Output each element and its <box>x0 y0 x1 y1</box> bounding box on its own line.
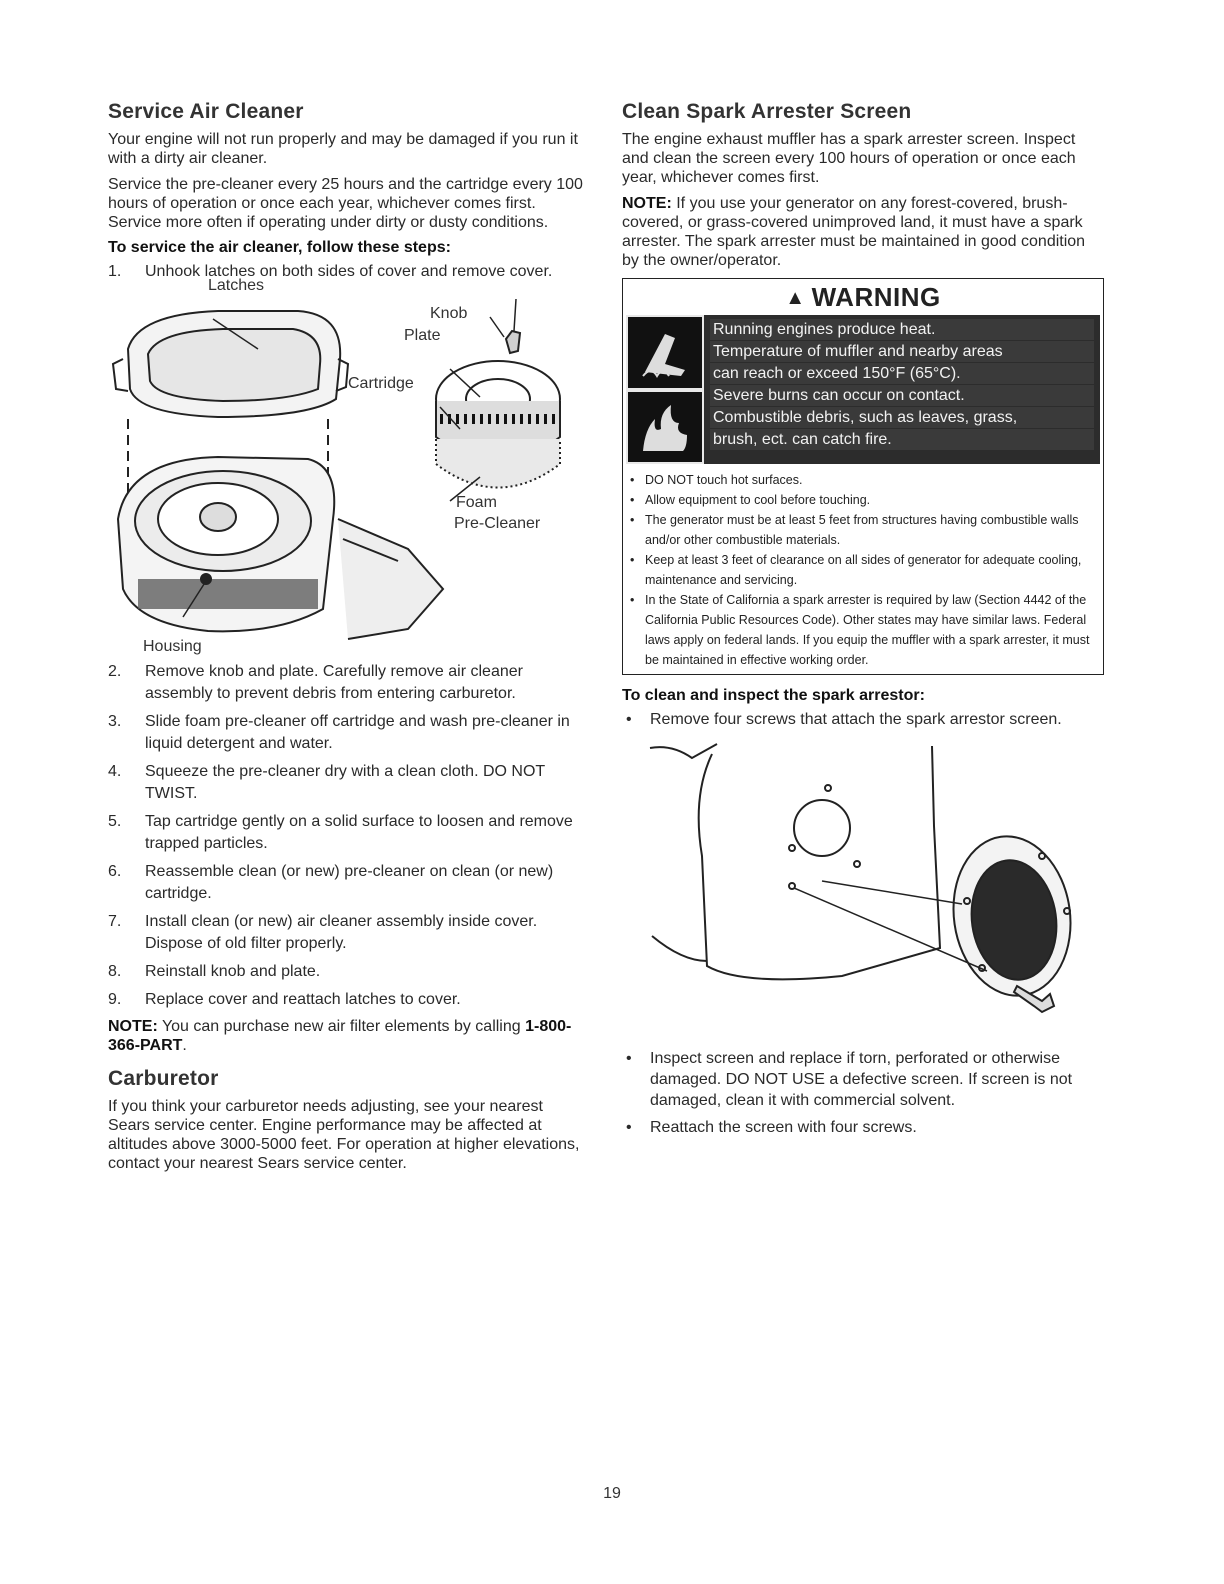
step-number: 9. <box>108 991 122 1008</box>
step-text: Install clean (or new) air cleaner assembly inside cover. Dispose of old filter properly. <box>145 913 538 952</box>
air-cleaner-diagram <box>108 289 584 649</box>
hazard-line: can reach or exceed 150°F (65°C). <box>710 363 1094 384</box>
service-air-cleaner-heading: Service Air Cleaner <box>108 100 304 123</box>
step-text: Unhook latches on both sides of cover and remove cover. <box>145 263 553 280</box>
note-lead: NOTE: <box>108 1018 158 1035</box>
step-text: Reassemble clean (or new) pre-cleaner on clean (or new) cartridge. <box>145 863 554 902</box>
inspect-bullet: • Reattach the screen with four screws. <box>622 1117 1100 1138</box>
step-item <box>108 961 584 983</box>
fire-icon <box>628 392 702 463</box>
air-cleaner-intro: Your engine will not run properly and may be damaged if you run it with a dirty air cleaner. <box>108 131 578 167</box>
air-filter-note <box>108 1017 584 1055</box>
latches-label: Latches <box>208 277 265 294</box>
muffler-body <box>699 746 940 979</box>
step-text: Slide foam pre-cleaner off cartridge and wash pre-cleaner in liquid detergent and water. <box>145 713 570 752</box>
step-item <box>108 989 584 1011</box>
air-cleaner-steps-list <box>108 661 584 1011</box>
step-number: 5. <box>108 813 122 830</box>
step-text: Tap cartridge gently on a solid surface to loosen and remove trapped particles. <box>145 813 573 852</box>
warning-bullets <box>627 470 1099 670</box>
step-number: 7. <box>108 913 122 930</box>
warning-box <box>622 278 1104 675</box>
hazard-line: brush, ect. can catch fire. <box>710 429 1094 450</box>
warning-triangle-icon: ▲ <box>785 287 806 309</box>
housing-label: Housing <box>143 638 202 655</box>
hazard-line: Severe burns can occur on contact. <box>710 385 1094 406</box>
step-item <box>108 811 584 855</box>
step-text: Squeeze the pre-cleaner dry with a clean cloth. DO NOT TWIST. <box>145 763 545 802</box>
hot-surface-icon <box>628 317 702 388</box>
air-cleaner-schedule: Service the pre-cleaner every 25 hours and the cartridge every 100 hours of operation or once each year, whichever comes first. Service more often if operating under dirty or dusty conditions. <box>108 176 583 231</box>
step-item <box>108 661 584 705</box>
left-column <box>108 100 584 1180</box>
step-item <box>108 861 584 905</box>
spark-arrester-heading: Clean Spark Arrester Screen <box>622 100 912 123</box>
hazard-line: Combustible debris, such as leaves, grass, <box>710 407 1094 428</box>
inspect-bullet: • Remove four screws that attach the spark arrestor screen. <box>622 709 1100 730</box>
inspect-list-1 <box>622 709 1100 730</box>
step-number: 6. <box>108 863 122 880</box>
inspect-heading: To clean and inspect the spark arrestor: <box>622 687 925 704</box>
step-item <box>108 911 584 955</box>
air-cleaner-steps-heading: To service the air cleaner, follow these steps: <box>108 239 451 256</box>
right-column <box>622 100 1100 1144</box>
note-end: . <box>182 1037 187 1054</box>
hazard-line: Running engines produce heat. <box>710 319 1094 340</box>
step-number: 1. <box>108 263 122 280</box>
warning-title: WARNING <box>811 282 941 312</box>
knob-label: Knob <box>430 305 468 322</box>
spark-arrester-diagram <box>622 736 1100 1036</box>
spark-arrester-figure <box>622 736 1100 1036</box>
carburetor-text: If you think your carburetor needs adjusting, see your nearest Sears service center. Engine performance may be affected at altitudes above 3000-5000 feet. For operation at higher elevations, contact your nearest Sears service center. <box>108 1098 580 1172</box>
step-text: Replace cover and reattach latches to cover. <box>145 991 461 1008</box>
warning-bullet: • Keep at least 3 feet of clearance on all sides of generator for adequate cooling, maintenance and servicing. <box>627 550 1099 590</box>
step-item <box>108 711 584 755</box>
knob-shape <box>506 331 520 353</box>
warning-bullet: • In the State of California a spark arrester is required by law (Section 4442 of the California Public Resources Code). Other states may have similar laws. Federal laws apply on federal lands. If you equip the muffler with a spark arrester, it must be maintained in effective working order. <box>627 590 1099 670</box>
step-item <box>108 261 584 283</box>
carburetor-heading: Carburetor <box>108 1067 219 1090</box>
warning-header <box>623 279 1103 315</box>
air-cleaner-step1-list <box>108 261 584 283</box>
step-number: 4. <box>108 763 122 780</box>
warning-hazard-panel <box>626 315 1100 464</box>
plate-label: Plate <box>404 327 441 344</box>
note-text: If you use your generator on any forest-covered, brush-covered, or grass-covered unimproved land, it must have a spark arrester. The spark arrester must be maintained in good condition by the owner/operator. <box>622 195 1086 269</box>
step-text: Remove knob and plate. Carefully remove air cleaner assembly to prevent debris from entering carburetor. <box>145 663 523 702</box>
note-text: You can purchase new air filter elements by calling <box>161 1018 521 1035</box>
step-number: 3. <box>108 713 122 730</box>
warning-bullet: • The generator must be at least 5 feet from structures having combustible walls and/or other combustible materials. <box>627 510 1099 550</box>
parts-phone-number: 1-800-366-PART <box>108 1018 572 1054</box>
step-number: 8. <box>108 963 122 980</box>
note-lead: NOTE: <box>622 195 672 212</box>
step-number: 2. <box>108 663 122 680</box>
spark-arrester-note <box>622 194 1100 270</box>
warning-bullet: • Allow equipment to cool before touching. <box>627 490 1099 510</box>
foam-shape <box>436 439 560 488</box>
air-cleaner-figure <box>108 277 584 655</box>
inspect-list-2 <box>622 1048 1100 1138</box>
warning-hazard-text <box>704 315 1100 464</box>
inspect-bullet: • Inspect screen and replace if torn, perforated or otherwise damaged. DO NOT USE a defective screen. If screen is not damaged, clean it with commercial solvent. <box>622 1048 1100 1111</box>
cartridge-label: Cartridge <box>348 375 414 392</box>
hazard-icons <box>626 315 704 464</box>
page-number: 19 <box>603 1485 621 1502</box>
pre-cleaner-label: Pre-Cleaner <box>454 515 541 532</box>
spark-arrester-intro: The engine exhaust muffler has a spark arrester screen. Inspect and clean the screen every 100 hours of operation or once each year, whichever comes first. <box>622 131 1076 186</box>
hazard-line: Temperature of muffler and nearby areas <box>710 341 1094 362</box>
step-text: Reinstall knob and plate. <box>145 963 321 980</box>
warning-bullet: • DO NOT touch hot surfaces. <box>627 470 1099 490</box>
step-item <box>108 761 584 805</box>
foam-label: Foam <box>456 494 497 511</box>
